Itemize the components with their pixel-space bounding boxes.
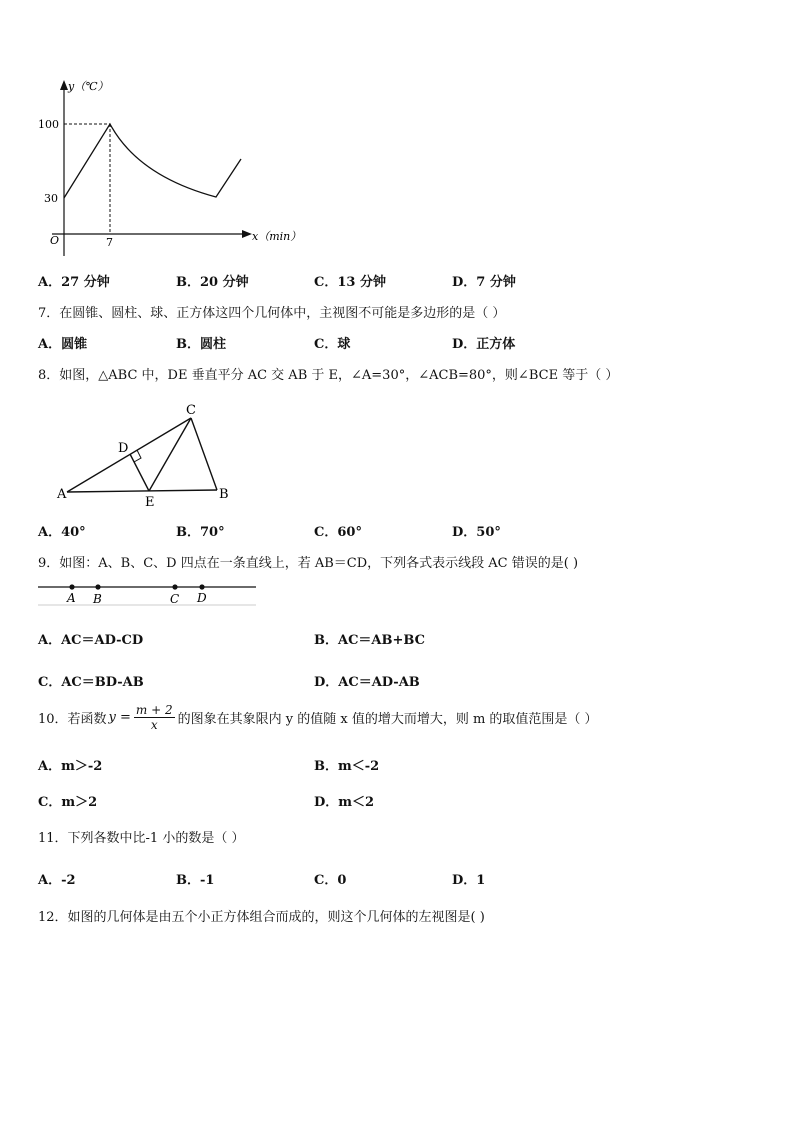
y-tick-100: 100 [38,118,59,131]
label-d: D [118,441,129,456]
segment-ac [67,418,191,492]
x-axis-label: x（min） [252,230,302,243]
x-axis-arrow [242,230,252,238]
q8-option-a[interactable]: A．40° [38,525,86,540]
q9-option-b[interactable]: B．AC＝AB+BC [314,633,425,648]
q6-option-b[interactable]: B．20 分钟 [176,275,249,290]
label-c: C [186,403,196,418]
label-c: C [170,592,180,606]
q10-stem-prefix: 10．若函数 [38,712,107,727]
segment-bc [191,418,217,490]
q8-option-c[interactable]: C．60° [314,525,362,540]
q11-stem: 11．下列各数中比-1 小的数是（ ） [38,831,245,846]
point-a [69,584,74,589]
triangle-figure [55,402,240,510]
q10-stem [38,703,598,732]
q10-denominator: x [150,718,158,732]
q10-y-equals: y = [108,710,131,725]
q11-option-d[interactable]: D．1 [452,873,486,888]
y-tick-30: 30 [44,192,58,205]
q6-option-c[interactable]: C．13 分钟 [314,275,386,290]
x-tick-7: 7 [106,236,113,249]
q9-option-a[interactable]: A．AC＝AD-CD [38,633,144,648]
q7-option-d[interactable]: D．正方体 [452,337,516,352]
segment-de [130,454,149,491]
point-d [199,584,204,589]
q8-stem: 8．如图，△ABC 中，DE 垂直平分 AC 交 AB 于 E，∠A=30°，∠ACB=80°，则∠BCE 等于（ ） [38,368,619,383]
point-c [172,584,177,589]
temperature-curve [64,124,241,198]
q9-option-d[interactable]: D．AC＝AD-AB [314,675,420,690]
y-axis-label: y（℃） [68,80,109,93]
q10-fraction [134,703,175,732]
q9-stem: 9．如图：A、B、C、D 四点在一条直线上，若 AB＝CD，下列各式表示线段 AC 错误的是( ) [38,556,579,571]
q6-option-d[interactable]: D．7 分钟 [452,275,516,290]
label-a: A [57,487,67,502]
q7-option-c[interactable]: C．球 [314,337,351,352]
q8-option-d[interactable]: D．50° [452,525,501,540]
q8-option-b[interactable]: B．70° [176,525,225,540]
q6-option-a[interactable]: A．27 分钟 [38,275,110,290]
q10-option-d[interactable]: D．m＜2 [314,795,375,810]
q11-option-a[interactable]: A．-2 [38,873,76,888]
q7-option-b[interactable]: B．圆柱 [176,337,226,352]
point-b [95,584,100,589]
q7-option-a[interactable]: A．圆锥 [38,337,88,352]
q11-option-c[interactable]: C．0 [314,873,347,888]
y-axis-arrow [60,80,68,90]
origin-label: O [50,234,60,247]
q10-option-c[interactable]: C．m＞2 [38,795,98,810]
q7-stem: 7．在圆锥、圆柱、球、正方体这四个几何体中，主视图不可能是多边形的是（ ） [38,306,506,321]
q11-option-b[interactable]: B．-1 [176,873,215,888]
temperature-graph-figure [38,76,308,261]
label-b: B [93,592,102,606]
q10-numerator: m + 2 [135,703,173,717]
q10-stem-suffix: 的图象在其象限内 y 的值随 x 值的增大而增大，则 m 的取值范围是（ ） [177,712,598,727]
label-e: E [145,495,155,510]
q12-stem: 12．如图的几何体是由五个小正方体组合而成的，则这个几何体的左视图是( ) [38,910,485,925]
label-b: B [219,487,229,502]
segment-ce [149,418,191,491]
number-line-figure [38,578,258,608]
q9-option-c[interactable]: C．AC＝BD-AB [38,675,144,690]
q10-option-b[interactable]: B．m＜-2 [314,759,380,774]
label-d: D [197,591,207,605]
segment-ab [67,490,217,492]
label-a: A [67,591,76,605]
q10-option-a[interactable]: A．m＞-2 [38,759,103,774]
